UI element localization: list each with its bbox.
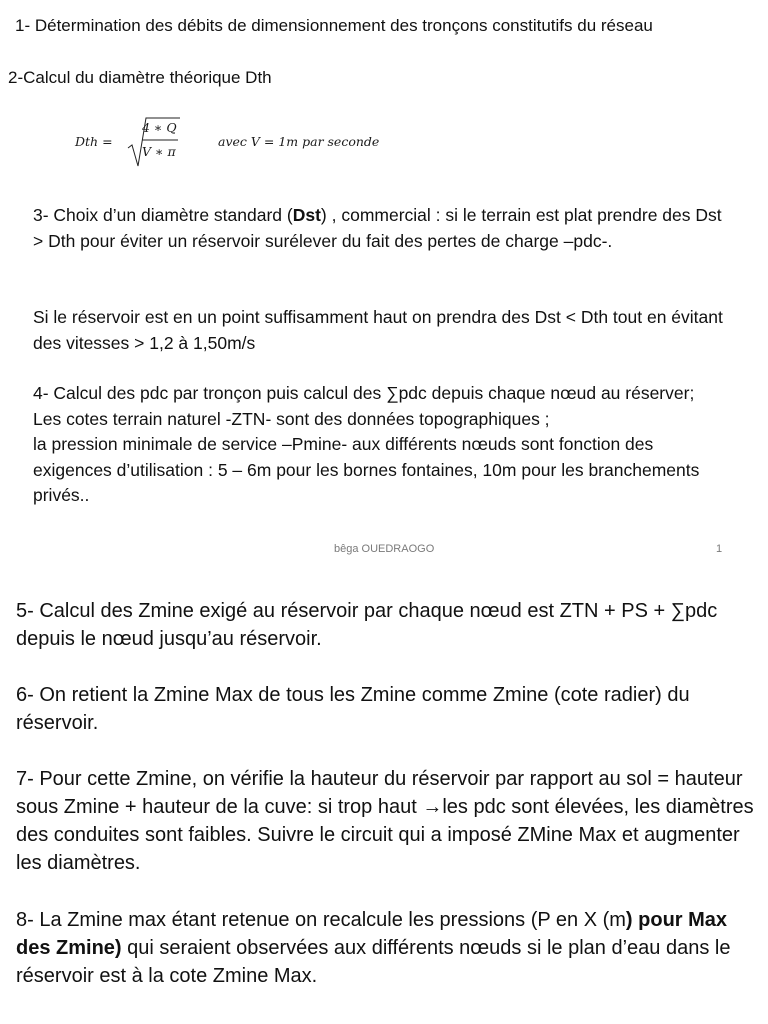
paragraph-8 bbox=[16, 906, 756, 990]
p8-rest: qui seraient observées aux différents nœuds si le plan d’eau dans le réservoir est à la cote Zmine Max. bbox=[16, 937, 731, 987]
p3-bold: Dst bbox=[292, 205, 321, 225]
paragraph-3 bbox=[33, 203, 728, 254]
heading-1: 1- Détermination des débits de dimensionnement des tronçons constitutifs du réseau bbox=[15, 16, 653, 35]
p8-prefix: 8- La Zmine max étant retenue on recalcule les pressions (P en X (m bbox=[16, 909, 626, 931]
heading-2: 2-Calcul du diamètre théorique Dth bbox=[8, 68, 272, 87]
formula bbox=[72, 112, 412, 172]
footer-page-number: 1 bbox=[716, 543, 723, 555]
formula-lhs: Dth = bbox=[75, 134, 113, 149]
p4c-line: la pression minimale de service –Pmine- aux différents nœuds sont fonction des exigences d’utilisation : 5 – 6m pour les bornes fontaines, 10m pour les branchements privés.. bbox=[33, 434, 700, 505]
paragraph-3b: Si le réservoir est en un point suffisamment haut on prendra des Dst < Dth tout en évitant des vitesses > 1,2 à 1,50m/s bbox=[33, 307, 723, 353]
paragraph-4 bbox=[33, 381, 723, 509]
paragraph-7: 7- Pour cette Zmine, on vérifie la hauteur du réservoir par rapport au sol = hauteur sous Zmine + hauteur de la cuve: si trop haut →les pdc sont élevées, les diamètres des conduites sont faibles. Suivre le circuit qui a imposé ZMine Max et augmenter les diamètres. bbox=[16, 768, 754, 874]
formula-condition: avec V = 1m par seconde bbox=[218, 134, 380, 149]
p4-line: 4- Calcul des pdc par tronçon puis calcul des ∑pdc depuis chaque nœud au réserver; bbox=[33, 383, 695, 403]
p4b-line: Les cotes terrain naturel -ZTN- sont des données topographiques ; bbox=[33, 408, 550, 429]
formula-denominator: V ∗ π bbox=[142, 144, 176, 159]
p3-prefix: 3- Choix d’un diamètre standard ( bbox=[33, 205, 293, 225]
p8-bold: ) pour Max des Zmine) bbox=[16, 909, 728, 959]
formula-numerator: 4 ∗ Q bbox=[142, 120, 177, 135]
p3-rest: ) , commercial : si le terrain est plat prendre des Dst > Dth pour éviter un réservoir surélever du fait des pertes de charge –pdc-. bbox=[33, 205, 722, 251]
footer-author: bêga OUEDRAOGO bbox=[334, 543, 435, 555]
paragraph-6: 6- On retient la Zmine Max de tous les Zmine comme Zmine (cote radier) du réservoir. bbox=[16, 684, 690, 734]
paragraph-5: 5- Calcul des Zmine exigé au réservoir par chaque nœud est ZTN + PS + ∑pdc depuis le nœud jusqu’au réservoir. bbox=[16, 600, 718, 650]
